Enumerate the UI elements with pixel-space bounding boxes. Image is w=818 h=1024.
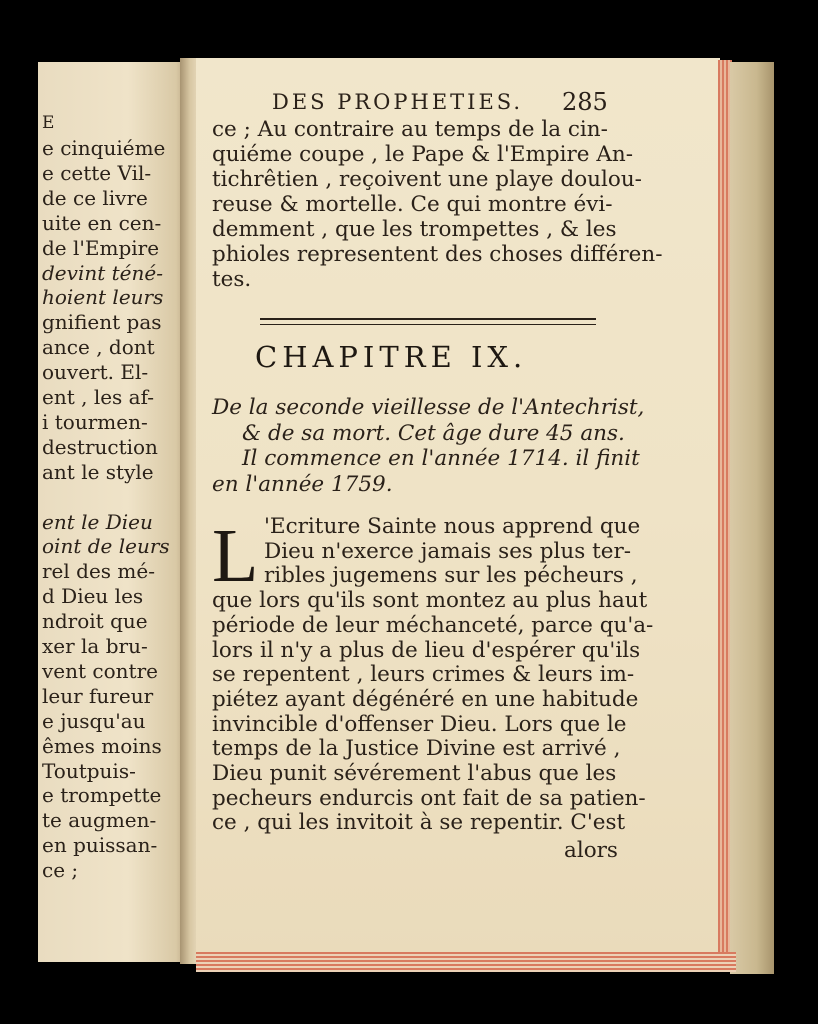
left-text-line: ant le style xyxy=(42,459,154,484)
text-line: quiéme coupe , le Pape & l'Empire An- xyxy=(212,142,634,167)
body-line: ce , qui les invitoit à se repentir. C'est xyxy=(212,810,626,836)
left-text-line: hoient leurs xyxy=(42,285,164,310)
body-line: période de leur méchanceté, parce qu'a- xyxy=(212,612,654,638)
left-text-line: i tourmen- xyxy=(42,409,148,434)
chapter-divider-rule xyxy=(260,318,596,325)
left-text-line: rel des mé- xyxy=(42,559,155,584)
subtitle-line: Il commence en l'année 1714. il finit xyxy=(242,446,640,471)
text-line: tes. xyxy=(212,267,252,292)
subtitle-line: en l'année 1759. xyxy=(212,471,393,497)
left-text-line: ouvert. El- xyxy=(42,360,149,385)
left-text-line: ce ; xyxy=(42,858,79,883)
left-text-line: ent , les af- xyxy=(42,385,155,409)
left-text-line: ent le Dieu xyxy=(42,509,153,534)
left-text-line: gnifient pas xyxy=(42,310,162,335)
left-text-line: e trompette xyxy=(42,783,162,808)
subtitle-line: & de sa mort. Cet âge dure 45 ans. xyxy=(242,420,625,446)
left-text-line: e cette Vil- xyxy=(42,160,152,185)
text-line: reuse & mortelle. Ce qui montre évi- xyxy=(212,192,613,217)
left-page-header-fragment: E xyxy=(42,113,57,133)
page-bottom-edge xyxy=(196,952,736,972)
left-text-line: ndroit que xyxy=(42,609,148,634)
body-line: se repentent , leurs crimes & leurs im- xyxy=(212,662,635,688)
text-line: demment , que les trompettes , & les xyxy=(212,217,617,242)
left-text-line: destruction xyxy=(42,434,158,459)
body-line: que lors qu'ils sont montez au plus haut xyxy=(212,588,648,614)
body-line: Dieu n'exerce jamais ses plus ter- xyxy=(264,538,632,564)
text-line: phioles representent des choses différen- xyxy=(212,242,663,267)
chapter-title: CHAPITRE IX. xyxy=(255,340,528,374)
body-line: invincible d'offenser Dieu. Lors que le xyxy=(212,711,627,737)
drop-cap: L xyxy=(212,514,259,598)
book-cover-board xyxy=(730,62,774,974)
left-text-line: leur fureur xyxy=(42,683,154,708)
left-text-line: oint de leurs xyxy=(42,534,170,559)
left-text-line: xer la bru- xyxy=(42,634,148,658)
left-text-line: ance , dont xyxy=(42,335,155,360)
page-number: 285 xyxy=(562,88,608,116)
left-text-line: devint téné- xyxy=(42,260,163,285)
left-text-line: en puissan- xyxy=(42,833,158,858)
body-line: ribles jugemens sur les pécheurs , xyxy=(264,563,638,589)
subtitle-line: De la seconde vieillesse de l'Antechrist, xyxy=(212,395,645,420)
left-text-line: e cinquiéme xyxy=(42,136,166,160)
left-text-line: de ce livre xyxy=(42,185,148,210)
left-text-line: d Dieu les xyxy=(42,584,144,609)
left-text-line: Toutpuis- xyxy=(42,758,136,783)
body-line: temps de la Justice Divine est arrivé , xyxy=(212,736,621,762)
body-line: pecheurs endurcis ont fait de sa patien- xyxy=(212,785,646,811)
text-line: ce ; Au contraire au temps de la cin- xyxy=(212,117,608,142)
left-text-line: de l'Empire xyxy=(42,235,160,260)
body-line: 'Ecriture Sainte nous apprend que xyxy=(264,514,641,539)
running-header: DES PROPHETIES. xyxy=(272,90,524,114)
catchword: alors xyxy=(564,838,618,863)
text-line: tichrêtien , reçoivent une playe doulou- xyxy=(212,167,642,192)
body-line: Dieu punit sévérement l'abus que les xyxy=(212,761,617,786)
left-text-line: êmes moins xyxy=(42,733,162,758)
body-line: piétez ayant dégénéré en une habitude xyxy=(212,686,639,712)
left-text-line: uite en cen- xyxy=(42,210,162,235)
left-text-line: e jusqu'au xyxy=(42,708,146,733)
left-text-line: te augmen- xyxy=(42,808,157,833)
body-line: lors il n'y a plus de lieu d'espérer qu'ils xyxy=(212,637,641,663)
left-text-line: vent contre xyxy=(42,658,158,683)
